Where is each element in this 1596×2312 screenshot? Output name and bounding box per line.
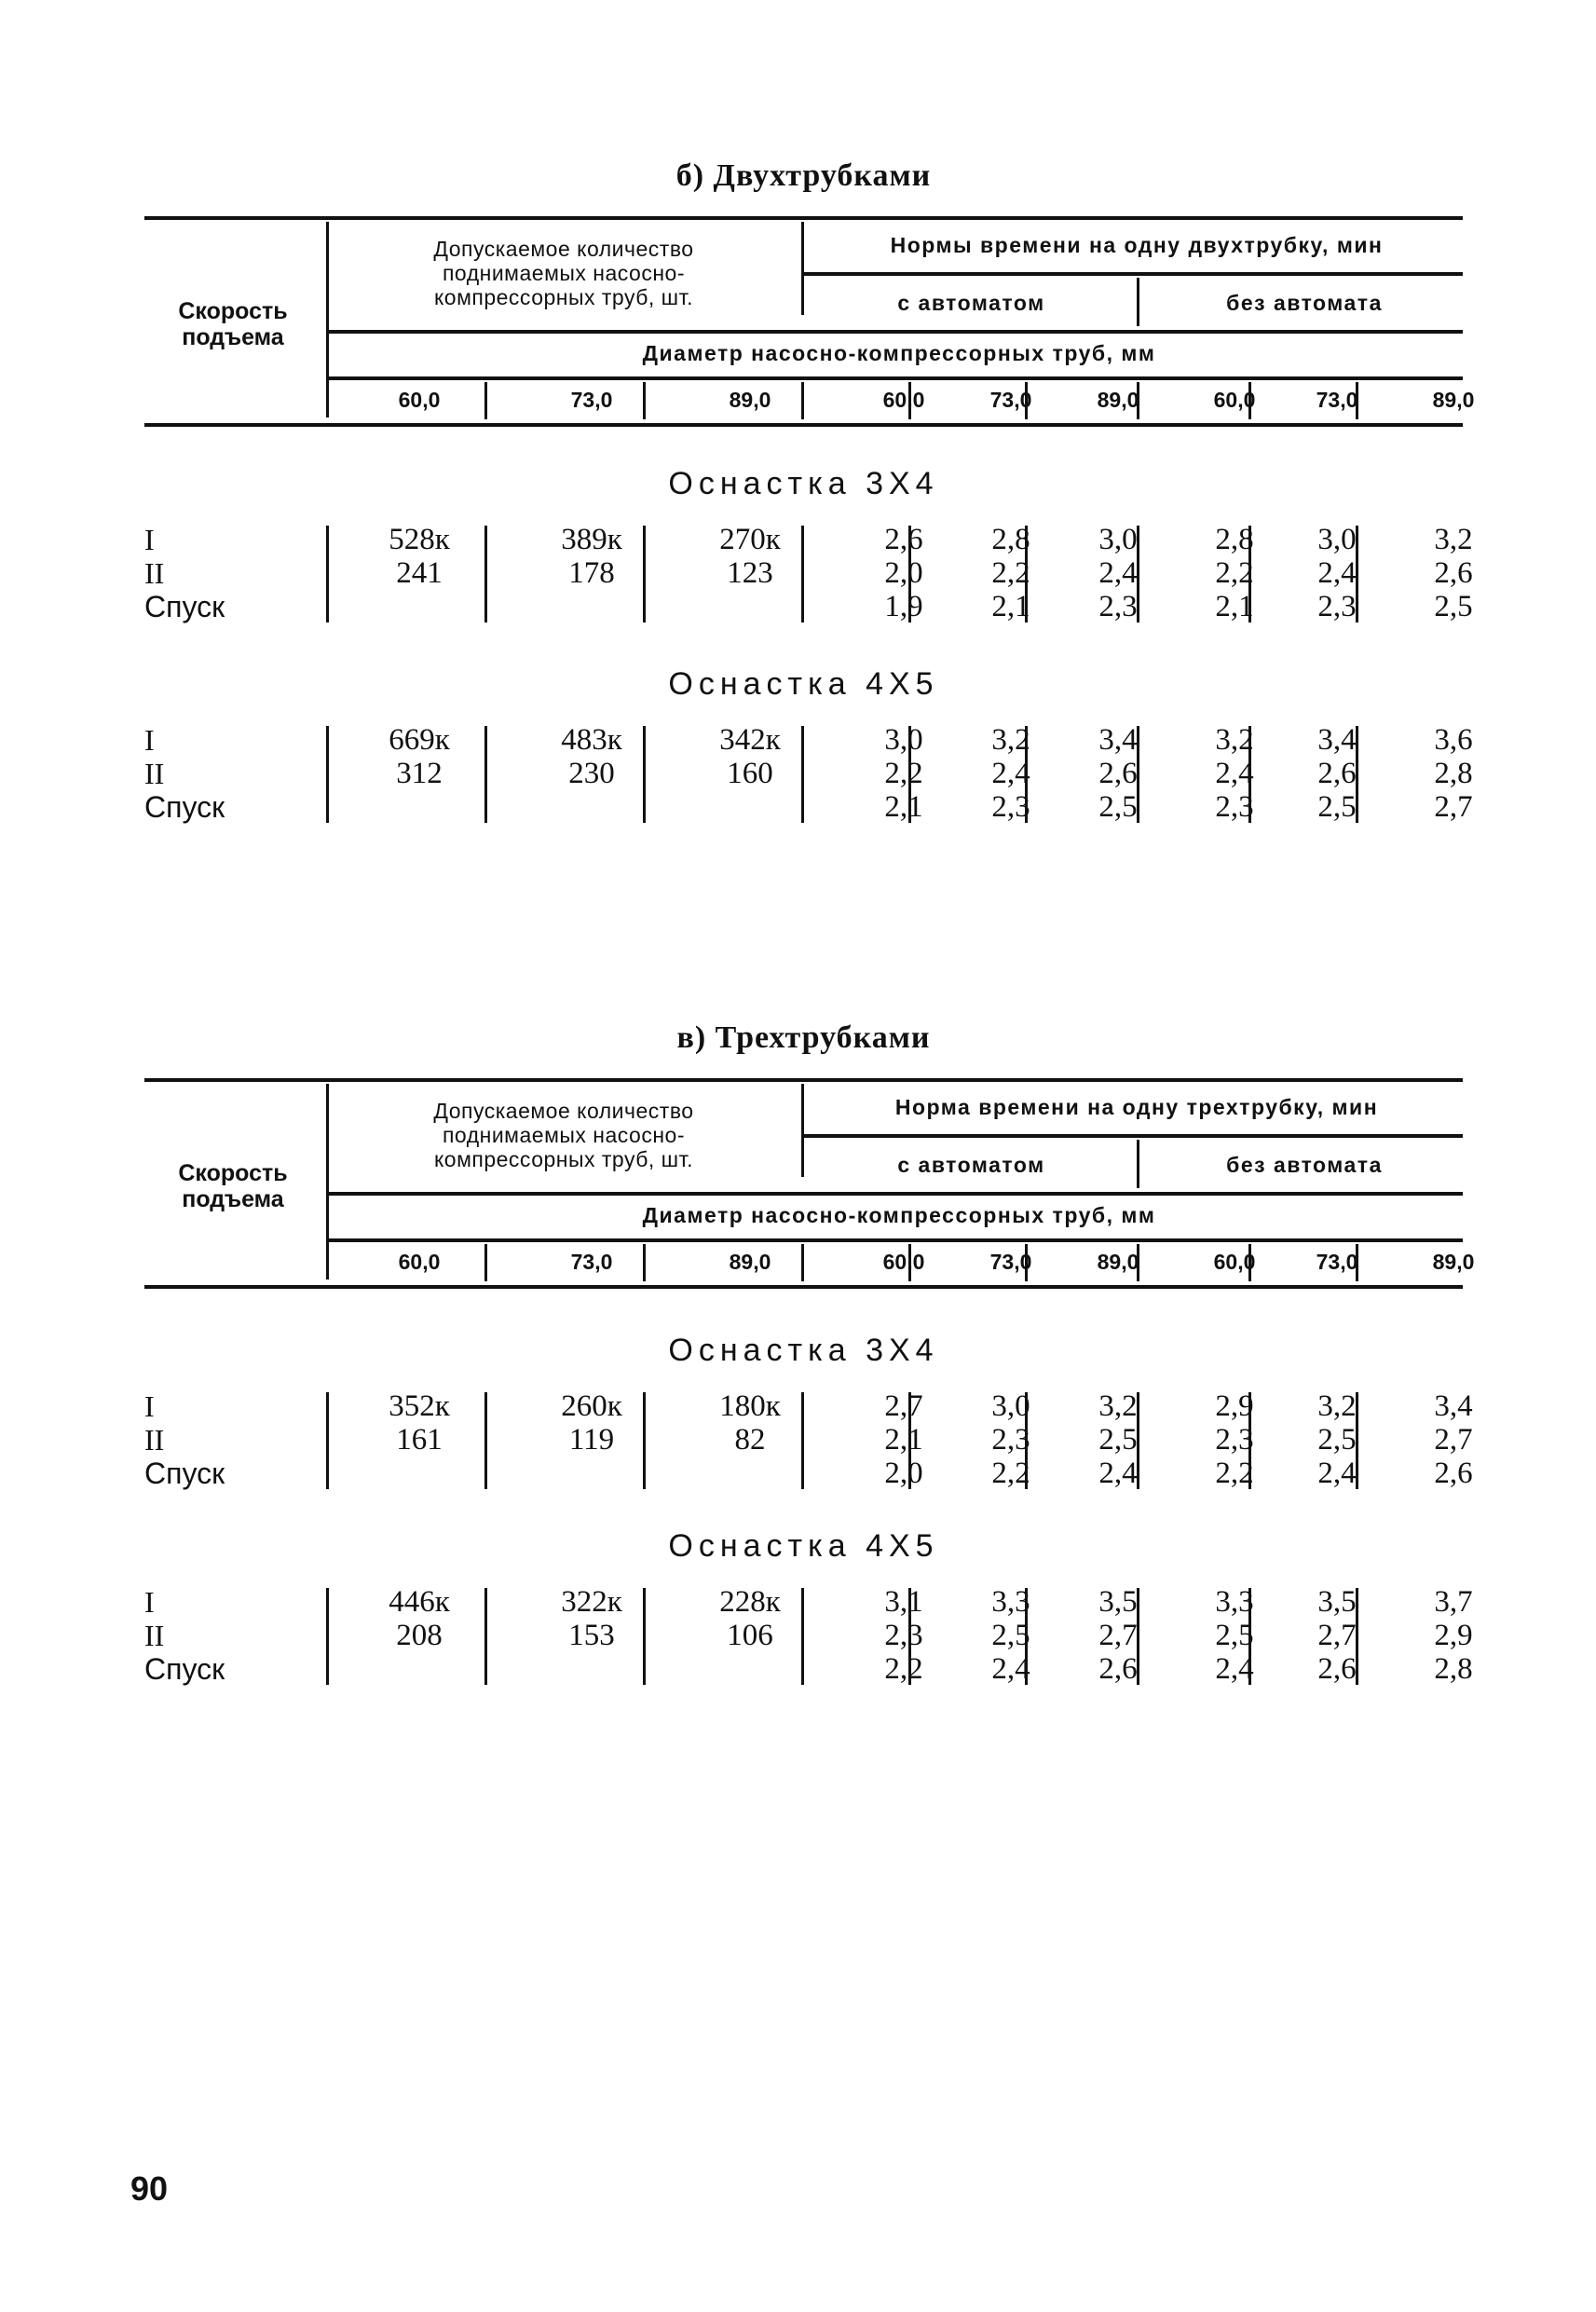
rule-line xyxy=(326,1238,1463,1242)
table-cell: 2,4 xyxy=(991,1652,1030,1686)
with-auto-header: с автоматом xyxy=(897,1153,1045,1177)
table-cell: 2,8 xyxy=(991,523,1030,556)
rule-line xyxy=(326,1588,329,1685)
table-cell: 2,6 xyxy=(1317,757,1357,790)
table-cell: 2,2 xyxy=(1215,1457,1254,1490)
rule-line xyxy=(484,726,487,823)
table-cell: 3,0 xyxy=(1317,523,1357,556)
diameter-value: 60,0 xyxy=(398,1250,441,1274)
table-cell: 322к xyxy=(561,1585,622,1619)
table-cell: 1,9 xyxy=(884,590,923,623)
rule-line xyxy=(484,1588,487,1685)
table-cell: 2,2 xyxy=(1215,556,1254,590)
table-cell: 528к xyxy=(389,523,450,556)
table-cell: 2,0 xyxy=(884,1457,923,1490)
count-header-line: поднимаемых насосно- xyxy=(442,1123,686,1147)
row-label: Спуск xyxy=(144,1652,225,1686)
table-cell: 2,5 xyxy=(991,1619,1030,1652)
table-cell: 3,3 xyxy=(1215,1585,1254,1619)
table-cell: 3,6 xyxy=(1434,723,1473,757)
diameter-value: 73,0 xyxy=(989,1250,1032,1274)
rule-line xyxy=(484,382,487,419)
rule-line xyxy=(801,382,804,419)
rule-line xyxy=(801,222,804,315)
rule-line xyxy=(1137,1140,1139,1188)
diameter-value: 89,0 xyxy=(1097,1250,1139,1274)
row-label: Спуск xyxy=(144,1457,225,1490)
table-cell: 2,1 xyxy=(991,590,1030,623)
without-auto-header: без автомата xyxy=(1226,1153,1383,1177)
table-cell: 2,7 xyxy=(1317,1619,1357,1652)
table-cell: 669к xyxy=(389,723,450,757)
diameter-value: 73,0 xyxy=(570,388,613,412)
row-label: II xyxy=(144,556,165,590)
row-label: II xyxy=(144,1619,165,1652)
group-title: Оснастка 4Х5 xyxy=(668,1528,939,1564)
table-cell: 3,0 xyxy=(884,723,923,757)
table-cell: 3,2 xyxy=(1434,523,1473,556)
rule-line xyxy=(484,1244,487,1281)
rule-line xyxy=(484,526,487,622)
table-cell: 123 xyxy=(727,556,773,590)
count-header-line: компрессорных труб, шт. xyxy=(433,285,694,309)
with-auto-header: с автоматом xyxy=(897,291,1045,315)
section-title: в) Трехтрубками xyxy=(676,1020,931,1055)
table-cell: 2,5 xyxy=(1098,1423,1138,1457)
table-section xyxy=(144,149,1475,988)
table-cell: 3,7 xyxy=(1434,1585,1473,1619)
table-cell: 3,4 xyxy=(1434,1389,1473,1423)
table-cell: 178 xyxy=(568,556,615,590)
table-cell: 2,1 xyxy=(884,790,923,824)
table-cell: 2,7 xyxy=(1434,790,1473,824)
group-title: Оснастка 3Х4 xyxy=(668,466,939,501)
table-cell: 2,8 xyxy=(1434,757,1473,790)
table-cell: 2,3 xyxy=(1098,590,1138,623)
group-title: Оснастка 3Х4 xyxy=(668,1333,939,1368)
rule-line xyxy=(1137,278,1139,326)
norm-header: Норма времени на одну трехтрубку, мин xyxy=(894,1095,1379,1119)
diameter-header: Диаметр насосно-компрессорных труб, мм xyxy=(642,341,1156,365)
diameter-value: 60,0 xyxy=(398,388,441,412)
table-cell: 3,1 xyxy=(884,1585,923,1619)
table-cell: 2,7 xyxy=(884,1389,923,1423)
table-cell: 2,8 xyxy=(1215,523,1254,556)
rule-line xyxy=(643,1392,646,1489)
table-cell: 161 xyxy=(396,1423,443,1457)
speed-header xyxy=(144,298,321,350)
diameter-value: 60,0 xyxy=(1213,388,1256,412)
table-cell: 2,2 xyxy=(991,1457,1030,1490)
table-cell: 3,0 xyxy=(991,1389,1030,1423)
table-cell: 3,0 xyxy=(1098,523,1138,556)
speed-header-line: Скорость xyxy=(178,298,288,324)
rule-line xyxy=(144,423,1463,427)
row-label: I xyxy=(144,523,155,556)
table-cell: 3,5 xyxy=(1098,1585,1138,1619)
speed-header-line: Скорость xyxy=(178,1160,288,1186)
page-number: 90 xyxy=(130,2169,169,2208)
table-cell: 106 xyxy=(727,1619,773,1652)
table-cell: 2,5 xyxy=(1317,790,1357,824)
table-cell: 483к xyxy=(561,723,622,757)
diameter-value: 89,0 xyxy=(729,1250,771,1274)
table-cell: 82 xyxy=(734,1423,766,1457)
speed-header-line: подъема xyxy=(182,324,284,350)
diameter-value: 60,0 xyxy=(882,1250,925,1274)
table-cell: 2,4 xyxy=(1215,1652,1254,1686)
diameter-value: 73,0 xyxy=(989,388,1032,412)
table-cell: 260к xyxy=(561,1389,622,1423)
table-cell: 2,4 xyxy=(991,757,1030,790)
norm-header: Нормы времени на одну двухтрубку, мин xyxy=(890,233,1384,257)
rule-line xyxy=(801,1244,804,1281)
without-auto-header: без автомата xyxy=(1226,291,1383,315)
rule-line xyxy=(326,376,1463,380)
rule-line xyxy=(326,1192,1463,1196)
table-cell: 3,4 xyxy=(1098,723,1138,757)
table-cell: 312 xyxy=(396,757,443,790)
table-cell: 270к xyxy=(719,523,781,556)
rule-line xyxy=(326,726,329,823)
diameter-value: 73,0 xyxy=(1316,388,1358,412)
table-cell: 352к xyxy=(389,1389,450,1423)
diameter-value: 89,0 xyxy=(729,388,771,412)
row-label: Спуск xyxy=(144,590,225,623)
table-cell: 3,2 xyxy=(1098,1389,1138,1423)
diameter-value: 73,0 xyxy=(1316,1250,1358,1274)
table-cell: 2,5 xyxy=(1215,1619,1254,1652)
table-cell: 2,4 xyxy=(1215,757,1254,790)
table-cell: 2,3 xyxy=(884,1619,923,1652)
table-cell: 3,2 xyxy=(1317,1389,1357,1423)
diameter-value: 89,0 xyxy=(1432,1250,1475,1274)
table-cell: 2,2 xyxy=(884,757,923,790)
table-cell: 2,6 xyxy=(1434,1457,1473,1490)
rule-line xyxy=(144,1285,1463,1289)
table-cell: 2,9 xyxy=(1434,1619,1473,1652)
table-cell: 2,4 xyxy=(1098,1457,1138,1490)
table-cell: 2,3 xyxy=(1215,790,1254,824)
table-cell: 2,0 xyxy=(884,556,923,590)
rule-line xyxy=(801,726,804,823)
row-label: I xyxy=(144,1389,155,1423)
table-cell: 2,2 xyxy=(991,556,1030,590)
rule-line xyxy=(801,1084,804,1177)
rule-line xyxy=(801,1392,804,1489)
row-label: I xyxy=(144,1585,155,1619)
table-cell: 389к xyxy=(561,523,622,556)
table-cell: 2,5 xyxy=(1317,1423,1357,1457)
rule-line xyxy=(326,1392,329,1489)
table-cell: 2,3 xyxy=(1215,1423,1254,1457)
table-cell: 3,3 xyxy=(991,1585,1030,1619)
table-cell: 2,3 xyxy=(1317,590,1357,623)
table-cell: 3,2 xyxy=(991,723,1030,757)
table-cell: 342к xyxy=(719,723,781,757)
table-cell: 2,3 xyxy=(991,790,1030,824)
diameter-value: 89,0 xyxy=(1432,388,1475,412)
table-cell: 230 xyxy=(568,757,615,790)
table-cell: 446к xyxy=(389,1585,450,1619)
table-cell: 3,5 xyxy=(1317,1585,1357,1619)
rule-line xyxy=(643,726,646,823)
table-cell: 2,6 xyxy=(1098,1652,1138,1686)
rule-line xyxy=(801,1134,1463,1138)
table-cell: 2,4 xyxy=(1317,1457,1357,1490)
table-cell: 2,3 xyxy=(991,1423,1030,1457)
table-cell: 2,5 xyxy=(1434,590,1473,623)
table-cell: 3,4 xyxy=(1317,723,1357,757)
count-header xyxy=(335,1099,792,1171)
count-header-line: Допускаемое количество xyxy=(433,1099,694,1123)
rule-line xyxy=(144,216,1463,220)
row-label: II xyxy=(144,757,165,790)
rule-line xyxy=(801,526,804,622)
table-cell: 3,2 xyxy=(1215,723,1254,757)
count-header xyxy=(335,237,792,309)
diameter-value: 60,0 xyxy=(1213,1250,1256,1274)
rule-line xyxy=(643,526,646,622)
table-cell: 2,7 xyxy=(1434,1423,1473,1457)
table-cell: 228к xyxy=(719,1585,781,1619)
row-label: II xyxy=(144,1423,165,1457)
rule-line xyxy=(326,526,329,622)
table-cell: 2,6 xyxy=(1317,1652,1357,1686)
count-header-line: поднимаемых насосно- xyxy=(442,261,686,285)
rule-line xyxy=(801,1588,804,1685)
group-title: Оснастка 4Х5 xyxy=(668,666,939,702)
diameter-value: 60,0 xyxy=(882,388,925,412)
rule-line xyxy=(484,1392,487,1489)
table-cell: 2,8 xyxy=(1434,1652,1473,1686)
table-cell: 2,2 xyxy=(884,1652,923,1686)
section-title: б) Двухтрубками xyxy=(675,158,932,193)
row-label: I xyxy=(144,723,155,757)
rule-line xyxy=(801,272,1463,276)
table-cell: 180к xyxy=(719,1389,781,1423)
speed-header xyxy=(144,1160,321,1212)
rule-line xyxy=(643,1588,646,1685)
table-cell: 2,6 xyxy=(1098,757,1138,790)
table-cell: 119 xyxy=(568,1423,615,1457)
rule-line xyxy=(326,1084,329,1279)
table-cell: 2,6 xyxy=(1434,556,1473,590)
table-cell: 2,7 xyxy=(1098,1619,1138,1652)
speed-header-line: подъема xyxy=(182,1186,284,1212)
table-cell: 2,9 xyxy=(1215,1389,1254,1423)
diameter-header: Диаметр насосно-компрессорных труб, мм xyxy=(642,1203,1156,1227)
rule-line xyxy=(643,1244,646,1281)
table-cell: 2,1 xyxy=(1215,590,1254,623)
table-cell: 2,4 xyxy=(1098,556,1138,590)
table-cell: 2,5 xyxy=(1098,790,1138,824)
rule-line xyxy=(643,382,646,419)
table-cell: 153 xyxy=(568,1619,615,1652)
count-header-line: компрессорных труб, шт. xyxy=(433,1147,694,1171)
rule-line xyxy=(326,330,1463,334)
table-cell: 241 xyxy=(396,556,443,590)
count-header-line: Допускаемое количество xyxy=(433,237,694,261)
table-cell: 2,6 xyxy=(884,523,923,556)
rule-line xyxy=(326,222,329,417)
diameter-value: 73,0 xyxy=(570,1250,613,1274)
rule-line xyxy=(144,1078,1463,1082)
table-cell: 2,4 xyxy=(1317,556,1357,590)
row-label: Спуск xyxy=(144,790,225,824)
table-cell: 2,1 xyxy=(884,1423,923,1457)
table-cell: 208 xyxy=(396,1619,443,1652)
diameter-value: 89,0 xyxy=(1097,388,1139,412)
table-section xyxy=(144,1011,1475,1850)
table-cell: 160 xyxy=(727,757,773,790)
